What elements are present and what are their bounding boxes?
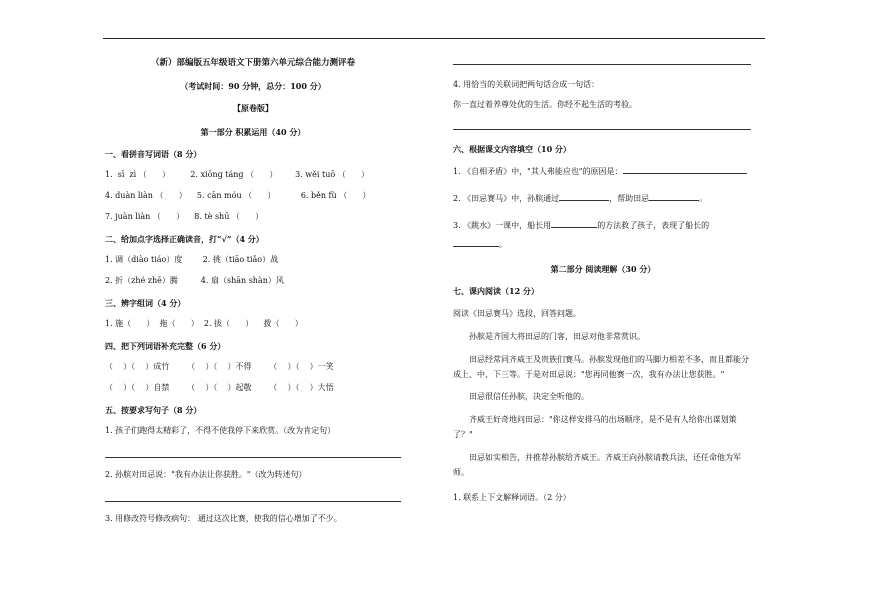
idiom-row: （ ）（ ）成竹 （ ）（ ）不得 （ ）（ ）一笑 [105, 361, 334, 371]
reading-paragraph: 齐威王好奇地问田忌："你这样安排马的出场顺序，是不是有人给你出谋划策了？" [453, 415, 737, 439]
reading-paragraph: 孙膑是齐国大将田忌的门客，田忌对他非常赏识。 [469, 332, 645, 341]
reading-paragraph: 田忌很信任孙膑，决定全听他的。 [469, 392, 589, 402]
pinyin-row: 1. sī zì （ ） 2. xiōng táng （ ） 3. wěi tuō （ ） [105, 169, 369, 179]
part-two-heading: 第二部分 阅读理解（30 分） [550, 264, 656, 274]
sentence-question-2: 2. 孙膑对田忌说："我有办法让你获胜。"（改为转述句） [105, 469, 307, 479]
answer-blank[interactable] [649, 193, 699, 201]
answer-line [453, 64, 751, 65]
fill-question-3: 3. 《跳水》一课中，船长用 的方法救了孩子，表现了船长的 [453, 221, 710, 230]
fill-question-1: 1. 《自相矛盾》中，"其人弗能应也"的原因是： [453, 166, 753, 176]
pinyin-row: 7. juàn liàn （ ） 8. tè shū （ ） [105, 211, 264, 221]
answer-blank[interactable] [551, 220, 597, 228]
section-seven-heading: 七、课内阅读（12 分） [453, 286, 539, 296]
top-rule [103, 38, 765, 39]
section-two-heading: 二、给加点字选择正确读音，打“√”（4 分） [105, 233, 264, 244]
pronunciation-row: 1. 调（diào tiáo）度 2. 挑（tiāo tiǎo）战 [105, 254, 279, 264]
reading-intro: 阅读《田忌赛马》选段，回答问题。 [453, 309, 581, 318]
fill-question-3-cont: 。 [453, 239, 753, 249]
section-four-heading: 四、把下列词语补充完整（6 分） [105, 340, 226, 351]
sentence-question-4: 4. 用恰当的关联词把两句话合成一句话： [453, 80, 600, 89]
section-three-heading: 三、辨字组词（4 分） [105, 297, 186, 308]
reading-question-1: 1. 联系上下文解释词语。（2 分） [453, 493, 571, 503]
question-4-text: 你一直过着养尊处优的生活。你经不起生活的考验。 [453, 100, 637, 109]
answer-line [105, 457, 401, 458]
exam-subtitle: （考试时间：90 分钟，总分：100 分） [180, 80, 326, 91]
answer-blank[interactable] [559, 193, 609, 201]
exam-title: （新）部编版五年级语文下册第六单元综合能力测评卷 [150, 58, 355, 68]
answer-blank[interactable] [623, 166, 747, 174]
section-one-heading: 一、看拼音写词语（8 分） [105, 148, 202, 159]
fill-question-2: 2. 《田忌赛马》中，孙膑通过 ，帮助田忌 。 [453, 194, 708, 203]
reading-paragraph: 田忌经常同齐威王及贵族们赛马。孙膑发现他们的马脚力相差不多，而且都能分成上、中、下三等。于是对田忌说："您再同他赛一次，我有办法让您获胜。" [453, 354, 749, 379]
pronunciation-row: 2. 折（zhé zhē）腾 4. 扇（shān shàn）风 [105, 275, 284, 285]
answer-line [105, 501, 401, 502]
part-one-heading: 第一部分 积累运用（40 分） [200, 126, 306, 137]
section-six-heading: 六、根据课文内容填空（10 分） [453, 144, 571, 154]
left-column [105, 52, 401, 523]
word-building-row: 1. 施（ ） 拖（ ） 2. 拔（ ） 拨（ ） [105, 318, 303, 328]
answer-blank[interactable] [453, 239, 499, 247]
idiom-row: （ ）（ ）自禁 （ ）（ ）起敬 （ ）（ ）大悟 [105, 382, 334, 392]
right-column [453, 52, 753, 502]
answer-line [453, 129, 751, 130]
version-tag: 【原卷版】 [233, 102, 273, 113]
section-five-heading: 五、按要求写句子（8 分） [105, 404, 202, 415]
pinyin-row: 4. duàn liàn （ ） 5. cān móu （ ） 6. běn fù （ ） [105, 190, 371, 200]
sentence-question-3: 3. 用修改符号修改病句： 通过这次比赛，使我的信心增加了不少。 [105, 513, 342, 523]
reading-paragraph: 田忌如实相告，并推荐孙膑给齐威王。齐威王向孙膑请教兵法，还任命他为军师。 [453, 452, 741, 477]
sentence-question-1: 1. 孩子们跑得太精彩了，不得不使我停下来欣赏。（改为肯定句） [105, 425, 336, 435]
